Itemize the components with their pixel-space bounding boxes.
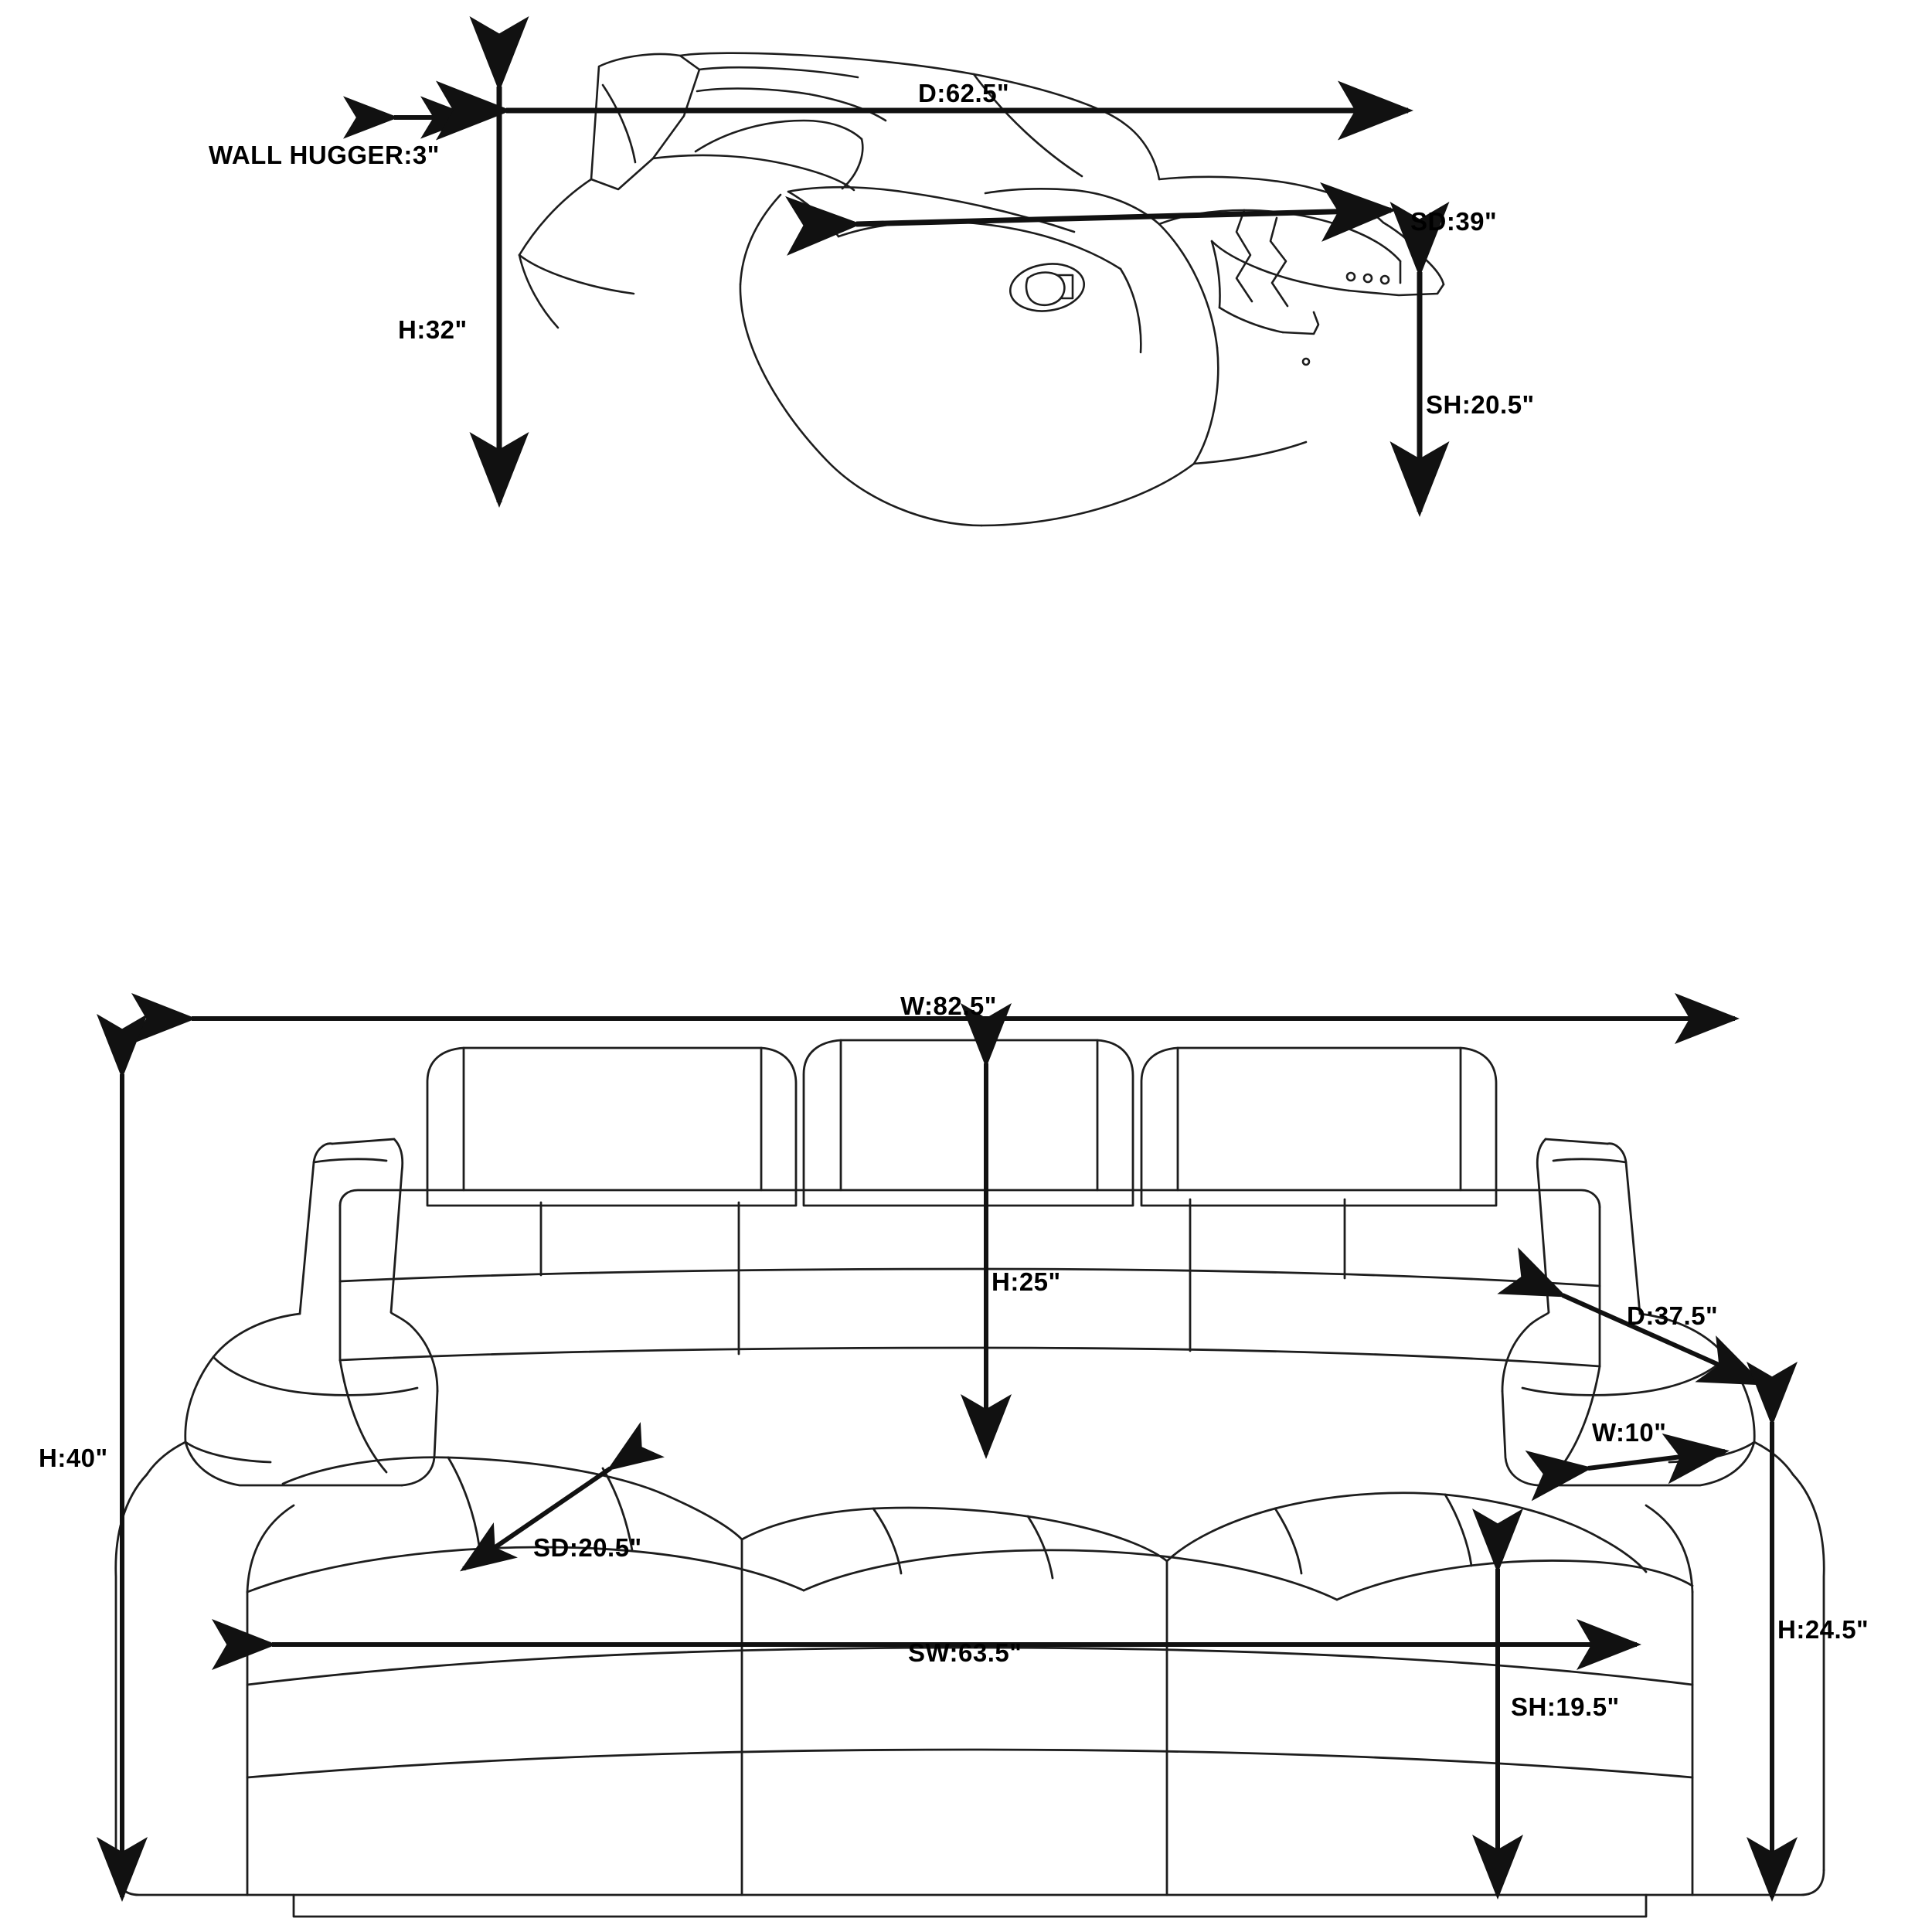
reclined-sofa-drawing <box>519 53 1444 526</box>
label-depth-reclined: D:62.5" <box>918 79 1010 107</box>
label-overall-height: H:40" <box>39 1444 108 1472</box>
front-sofa-drawing <box>116 1040 1824 1917</box>
label-seat-depth-front: SD:20.5" <box>533 1533 642 1562</box>
label-seat-height-reclined: SH:20.5" <box>1426 390 1535 419</box>
label-wall-hugger: WALL HUGGER:3" <box>209 141 440 169</box>
label-seat-height-front: SH:19.5" <box>1511 1692 1620 1721</box>
label-arm-height: H:24.5" <box>1777 1615 1869 1644</box>
label-seat-width: SW:63.5" <box>908 1638 1022 1667</box>
label-width: W:82.5" <box>900 992 997 1020</box>
label-seat-depth-reclined: SD:39" <box>1410 207 1498 236</box>
label-depth-front: D:37.5" <box>1627 1301 1719 1330</box>
label-arm-width: W:10" <box>1592 1418 1667 1447</box>
label-back-height: H:25" <box>992 1267 1061 1296</box>
reclined-dimension-arrows <box>394 77 1420 512</box>
label-height-reclined: H:32" <box>398 315 468 344</box>
